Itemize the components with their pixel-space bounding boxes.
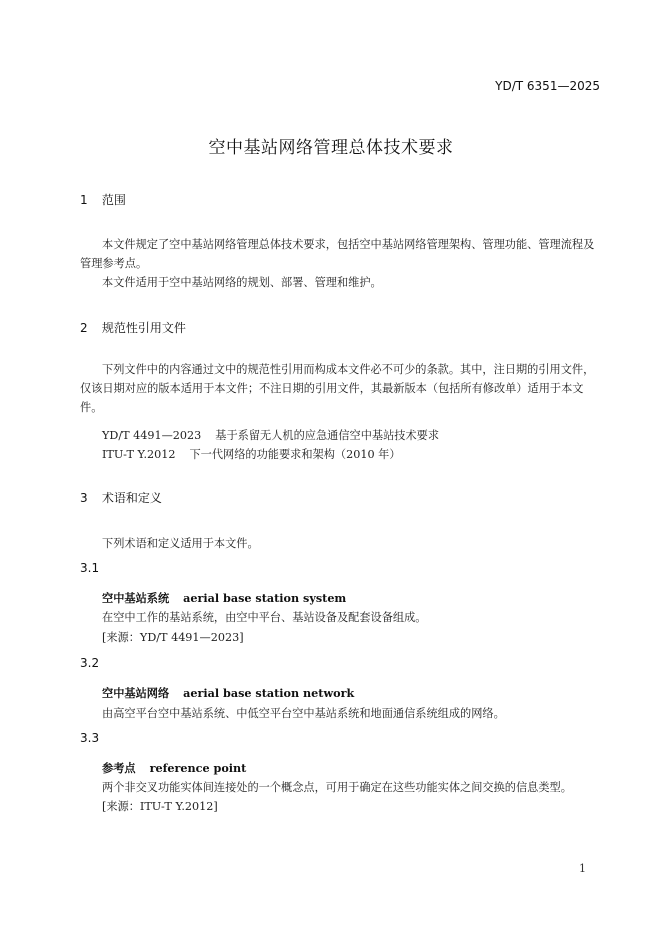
scope-paragraph-2: 本文件适用于空中基站网络的规划、部署、管理和维护。 [102,276,382,289]
reference-title: 下一代网络的功能要求和架构（2010 年） [189,448,401,461]
clause-number: 3.1 [80,561,100,575]
term-definition: 由高空平台空中基站系统、中低空平台空中基站系统和地面通信系统组成的网络。 [102,707,505,720]
term-definition: 两个非交叉功能实体间连接处的一个概念点，可用于确定在这些功能实体之间交换的信息类型。 [102,781,572,794]
scope-paragraph-1: 本文件规定了空中基站网络管理总体技术要求，包括空中基站网络管理架构、管理功能、管理流程及管理参考点。 [80,238,595,270]
clause-number: 3.3 [80,731,100,745]
terms-intro-paragraph: 下列术语和定义适用于本文件。 [102,537,259,550]
section-title: 范围 [101,193,126,207]
document-title: 空中基站网络管理总体技术要求 [208,138,454,158]
reference-title: 基于系留无人机的应急通信空中基站技术要求 [215,429,440,442]
term-heading [102,760,246,776]
term-en: aerial base station system [183,591,347,605]
reference-code: ITU-T Y.2012 [102,448,176,461]
page-number: 1 [579,862,586,875]
section-title: 术语和定义 [101,491,162,505]
term-zh: 空中基站系统 [102,591,170,605]
term-definition: 在空中工作的基站系统，由空中平台、基站设备及配套设备组成。 [102,611,427,624]
section-number: 1 [80,193,88,207]
section-number: 2 [80,321,88,335]
term-zh: 参考点 [102,761,136,775]
references-intro-paragraph: 下列文件中的内容通过文中的规范性引用而构成本文件必不可少的条款。其中，注日期的引用文件，仅该日期对应的版本适用于本文件；不注日期的引用文件，其最新版本（包括所有修改单）适用于本文件。 [80,363,595,414]
term-source: [来源：YD/T 4491—2023] [102,631,244,644]
reference-entry [102,427,439,443]
section-heading-normative-references [80,319,186,336]
term-en: reference point [149,761,247,775]
section-heading-scope [80,191,126,208]
standard-code: YD/T 6351—2025 [495,79,600,93]
reference-code: YD/T 4491—2023 [102,429,202,442]
term-en: aerial base station network [183,686,355,700]
clause-number: 3.2 [80,656,100,670]
section-number: 3 [80,491,88,505]
term-heading [102,590,346,606]
term-heading [102,685,354,701]
reference-entry [102,446,401,462]
term-source: [来源：ITU-T Y.2012] [102,800,218,813]
section-heading-terms-definitions [80,489,162,506]
term-zh: 空中基站网络 [102,686,170,700]
section-title: 规范性引用文件 [101,321,186,335]
